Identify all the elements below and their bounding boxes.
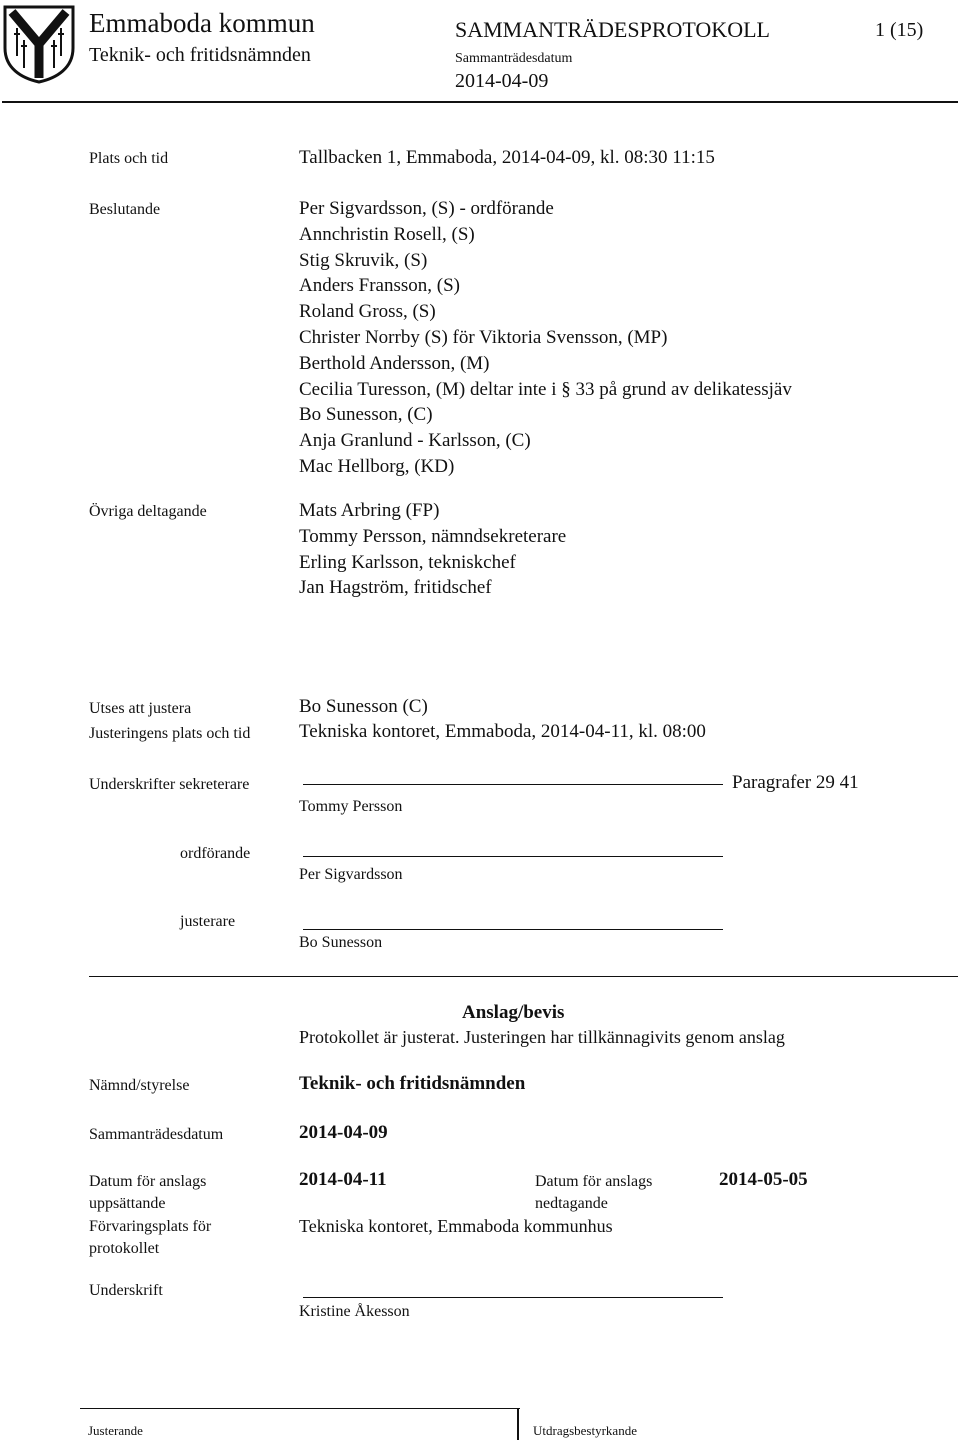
deciding-list [299, 196, 792, 480]
adjustment-place-label: Justeringens plats och tid [89, 725, 251, 742]
others-label: Övriga deltagande [89, 503, 207, 520]
list-item: Annchristin Rosell, (S) [299, 223, 475, 245]
appointed-adjuster-value: Bo Sunesson (C) [299, 696, 428, 717]
committee-name: Teknik- och fritidsnämnden [89, 44, 311, 66]
list-item: Cecilia Turesson, (M) deltar inte i § 33 på grund av delikatessjäv [299, 378, 792, 400]
chair-label: ordförande [180, 845, 251, 862]
adjustment-place-value: Tekniska kontoret, Emmaboda, 2014-04-11, kl. 08:00 [299, 721, 706, 742]
list-item: Bo Sunesson, (C) [299, 404, 433, 426]
secretary-name: Tommy Persson [299, 798, 403, 815]
storage-label: Förvaringsplats för [89, 1218, 212, 1235]
board-label: Nämnd/styrelse [89, 1077, 190, 1094]
chair-signature-line [303, 856, 723, 857]
list-item: Per Sigvardsson, (S) - ordförande [299, 198, 554, 219]
removed-date-value: 2014-05-05 [719, 1169, 808, 1190]
signatures-label: Underskrifter sekreterare [89, 776, 250, 793]
signature-label: Underskrift [89, 1282, 163, 1299]
chair-name: Per Sigvardsson [299, 866, 403, 883]
place-label: Plats och tid [89, 150, 169, 167]
adjuster-name: Bo Sunesson [299, 934, 383, 951]
meeting-date-value: 2014-04-09 [299, 1122, 388, 1143]
removed-date-label-2: nedtagande [535, 1195, 608, 1212]
org-name: Emmaboda kommun [89, 8, 315, 38]
footer-divider [517, 1408, 519, 1440]
place-value: Tallbacken 1, Emmaboda, 2014-04-09, kl. 08:30 11:15 [299, 147, 715, 168]
list-item: Tommy Persson, nämndsekreterare [299, 525, 567, 547]
list-item: Jan Hagström, fritidschef [299, 577, 492, 599]
appointed-adjuster-label: Utses att justera [89, 700, 192, 717]
adjuster-signature-line [303, 929, 723, 930]
removed-date-label: Datum för anslags [535, 1173, 653, 1190]
paragraphs-range: Paragrafer 29 41 [732, 772, 859, 793]
header-date-label: Sammanträdesdatum [455, 51, 573, 66]
municipality-coat-of-arms-logo [2, 4, 76, 84]
posted-date-label-2: uppsättande [89, 1195, 166, 1212]
notice-divider [89, 976, 958, 977]
document-type: SAMMANTRÄDESPROTOKOLL [455, 17, 770, 42]
board-value: Teknik- och fritidsnämnden [299, 1073, 526, 1094]
header-divider [2, 101, 958, 103]
list-item: Mac Hellborg, (KD) [299, 455, 455, 477]
list-item: Anja Granlund - Karlsson, (C) [299, 430, 531, 452]
notice-text: Protokollet är justerat. Justeringen har tillkännagivits genom anslag [299, 1027, 785, 1047]
list-item: Anders Fransson, (S) [299, 275, 460, 297]
page-number: 1 (15) [875, 19, 924, 41]
list-item: Roland Gross, (S) [299, 301, 436, 323]
header-date: 2014-04-09 [455, 70, 549, 92]
storage-label-2: protokollet [89, 1240, 160, 1257]
list-item: Berthold Andersson, (M) [299, 352, 490, 374]
footer-line-left [80, 1408, 520, 1409]
adjuster-label: justerare [180, 913, 236, 930]
notice-signature-line [303, 1297, 723, 1298]
posted-date-label: Datum för anslags [89, 1173, 207, 1190]
storage-value: Tekniska kontoret, Emmaboda kommunhus [299, 1216, 613, 1236]
list-item: Mats Arbring (FP) [299, 500, 440, 521]
secretary-signature-line [303, 784, 723, 785]
posted-date-value: 2014-04-11 [299, 1169, 387, 1190]
meeting-date-label: Sammanträdesdatum [89, 1126, 224, 1143]
others-list [299, 498, 566, 601]
notice-title: Anslag/bevis [462, 1002, 565, 1023]
footer-certification: Utdragsbestyrkande [533, 1423, 637, 1438]
list-item: Erling Karlsson, tekniskchef [299, 551, 516, 573]
footer-adjusting: Justerande [88, 1423, 143, 1438]
list-item: Christer Norrby (S) för Viktoria Svensson, (MP) [299, 326, 668, 348]
list-item: Stig Skruvik, (S) [299, 249, 428, 271]
deciding-label: Beslutande [89, 201, 161, 218]
signature-name: Kristine Åkesson [299, 1303, 410, 1320]
